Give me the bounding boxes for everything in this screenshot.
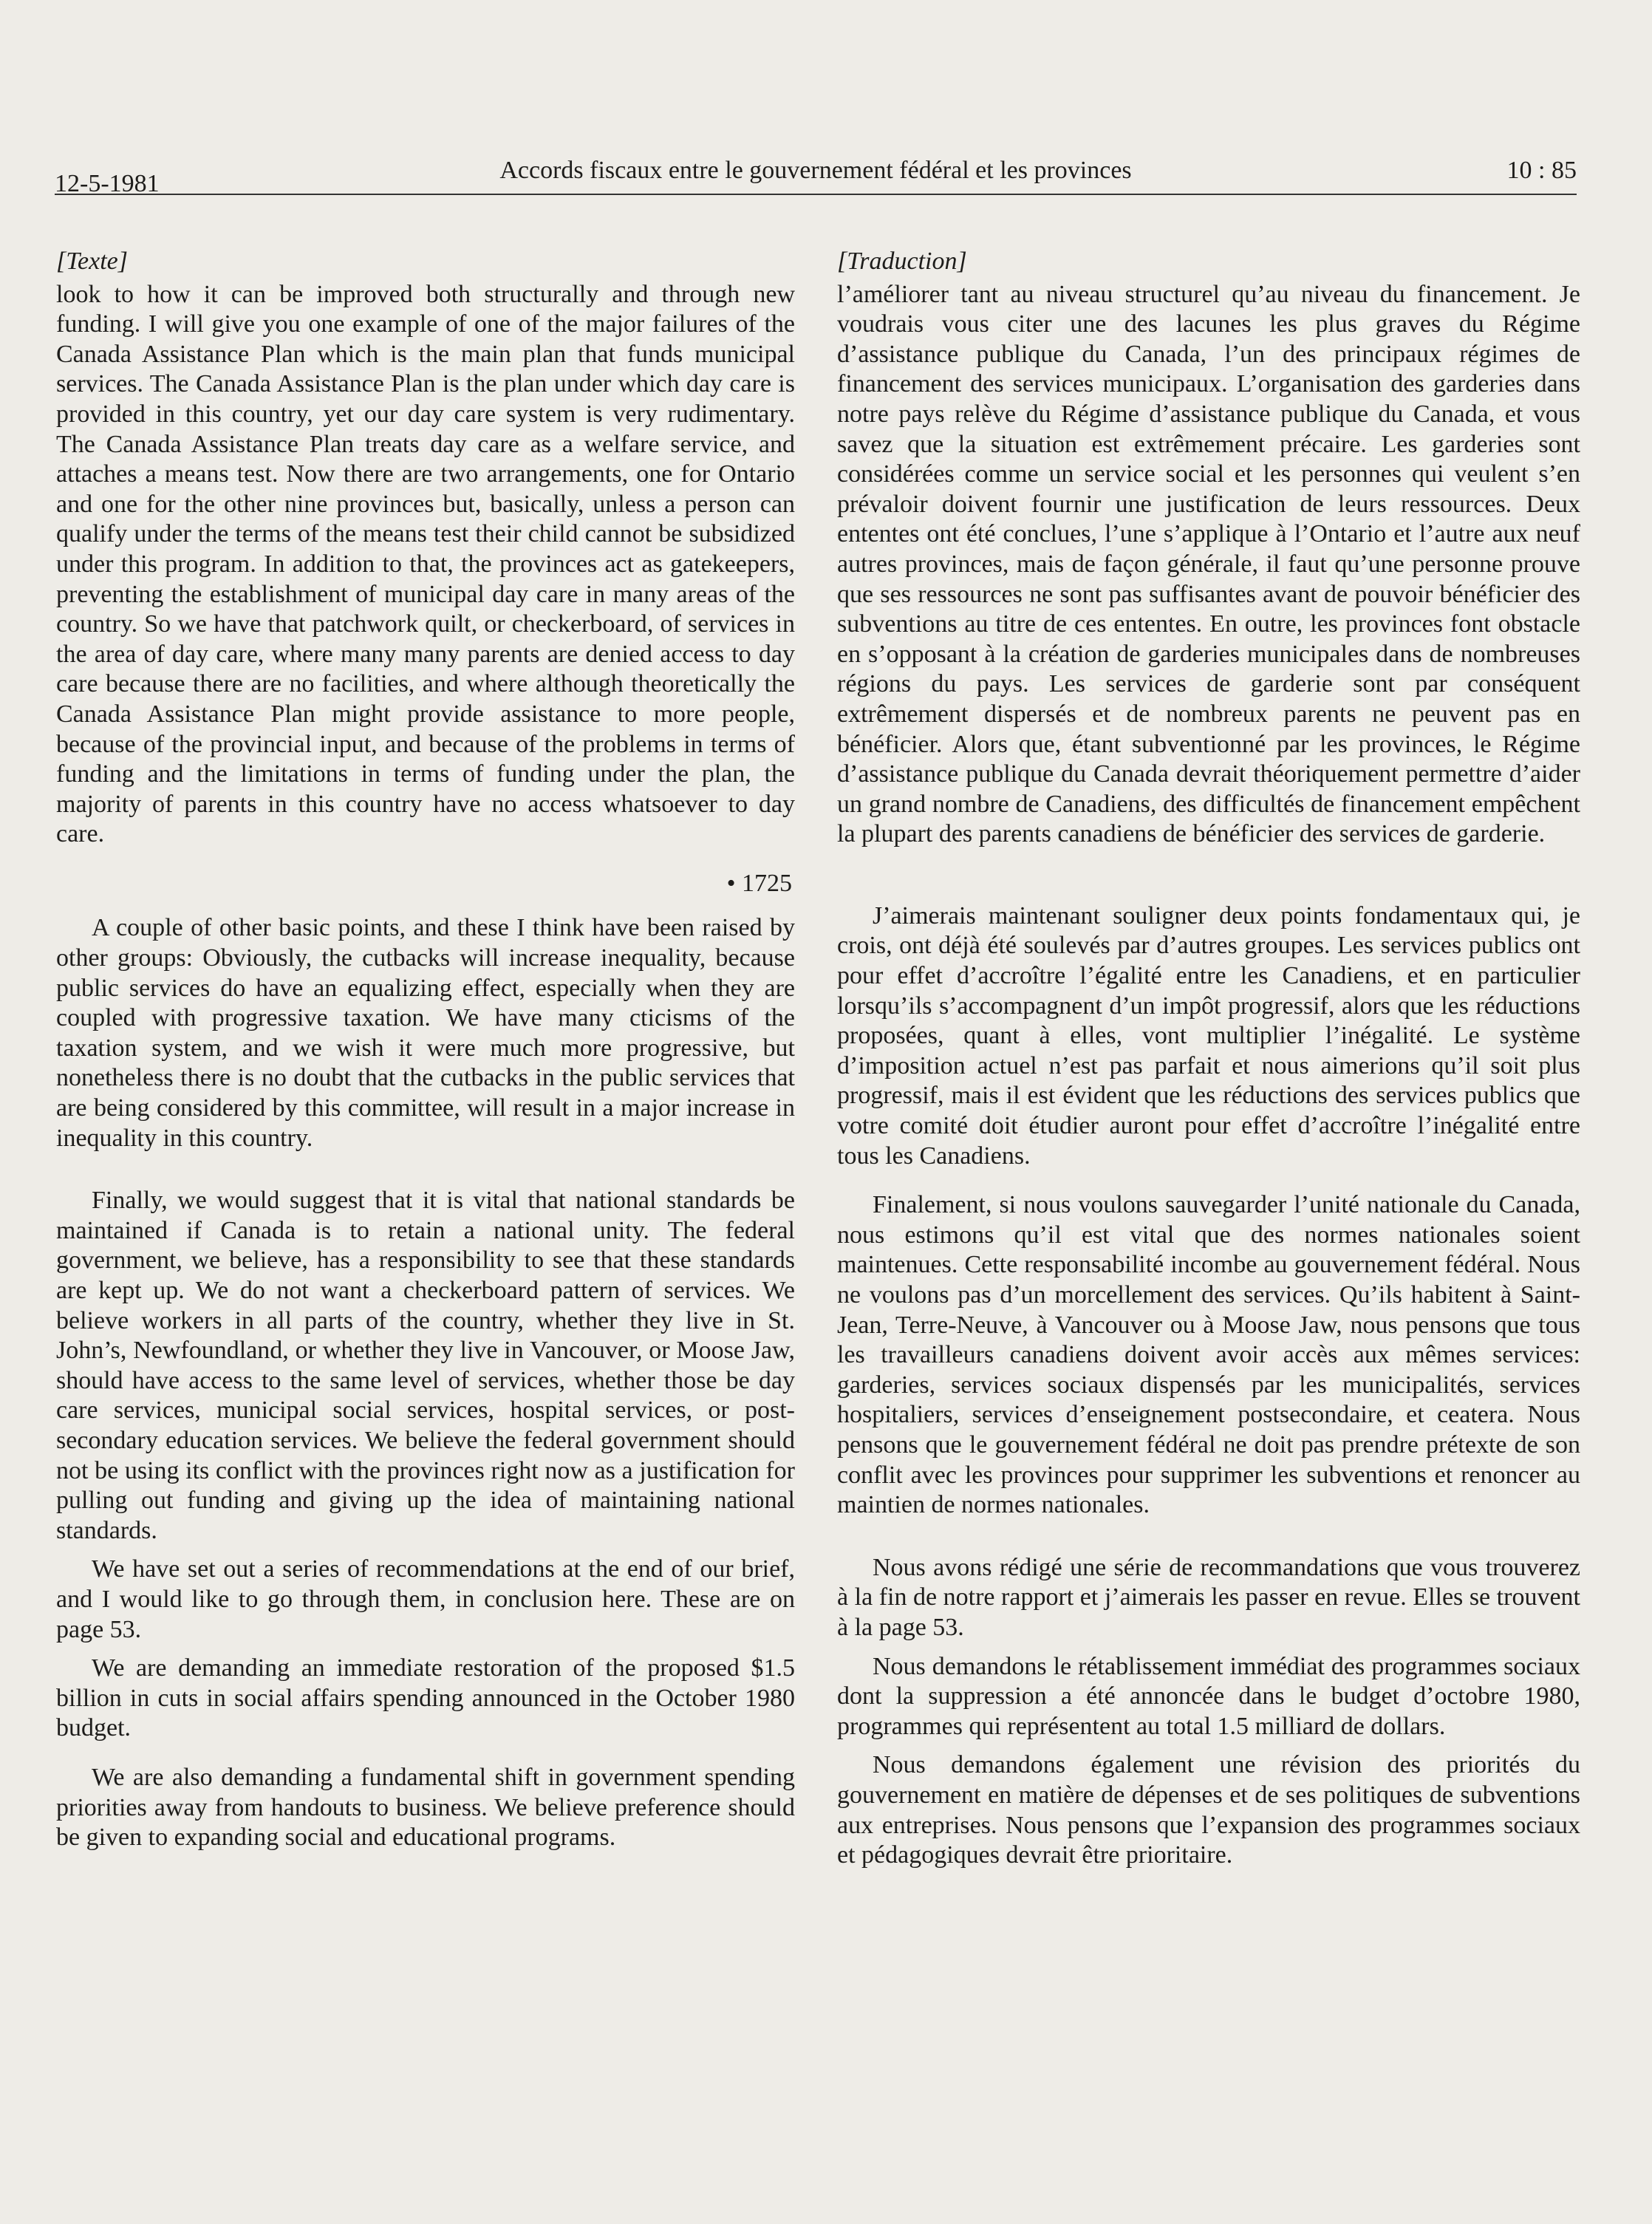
running-header bbox=[55, 157, 1577, 197]
time-marker: • 1725 bbox=[726, 869, 792, 897]
paragraph: We are demanding an immediate restoration of the proposed $1.5 billion in cuts in social affairs spending announced in the October 1980 budget. bbox=[56, 1654, 795, 1742]
column-label-traduction: [Traduction] bbox=[837, 248, 967, 275]
french-column bbox=[837, 247, 1580, 1871]
header-page-number: 10 : 85 bbox=[1506, 157, 1577, 184]
column-label-texte: [Texte] bbox=[56, 248, 128, 275]
paragraph: Nous demandons le rétablissement immédiat des programmes sociaux dont la suppression a été annoncée dans le budget d’octobre 1980, programmes qui représentent au total 1.5 milliard de dollars. bbox=[837, 1652, 1580, 1740]
header-date: 12-5-1981 bbox=[55, 170, 160, 197]
paragraph: Nous avons rédigé une série de recommandations que vous trouverez à la fin de notre rapport et j’aimerais les passer en revue. Elles se trouvent à la page 53. bbox=[837, 1553, 1580, 1641]
paragraph: A couple of other basic points, and these I think have been raised by other groups: Obviously, the cutbacks will increase inequality, because public services do have an equalizing effect, especially when they are coupled with progressive taxation. We have many cticisms of the taxation system, and we wish it were much more progressive, but nonetheless there is no doubt that the cutbacks in the public services that are being considered by this committee, will result in a major increase in inequality in this country. bbox=[56, 914, 795, 1152]
paragraph: look to how it can be improved both structurally and through new funding. I will give you one example of one of the major failures of the Canada Assistance Plan which is the main plan that funds municipal services. The Canada Assistance Plan is the plan under which day care is provided in this country, yet our day care system is very rudimentary. The Canada Assistance Plan treats day care as a welfare service, and attaches a means test. Now there are two arrangements, one for Ontario and one for the other nine provinces but, basically, unless a person can qualify under the terms of the means test their child cannot be subsidized under this program. In addition to that, the provinces act as gatekeepers, preventing the establishment of municipal day care in many areas of the country. So we have that patchwork quilt, or checkerboard, of services in the area of day care, where many many parents are denied access to day care because there are no facilities, and where although theoretically the Canada Assistance Plan might provide assistance to more people, because of the provincial input, and because of the problems in terms of funding and the limitations in terms of funding under the plan, the majority of parents in this country have no access whatsoever to day care. bbox=[56, 280, 795, 848]
paragraph: Finally, we would suggest that it is vital that national standards be maintained if Canada is to retain a national unity. The federal government, we believe, has a responsibility to see that these standards are kept up. We do not want a checkerboard pattern of services. We believe workers in all parts of the country, whether they live in St. John’s, Newfoundland, or whether they live in Vancouver, or Moose Jaw, should have access to the same level of services, whether those be day care services, municipal social services, hospital services, or post-secondary education services. We believe the federal government should not be using its conflict with the provinces right now as a justification for pulling out funding and giving up the idea of maintaining national standards. bbox=[56, 1187, 795, 1544]
paragraph: Finalement, si nous voulons sauvegarder l’unité nationale du Canada, nous estimons qu’il est vital que des normes nationales soient maintenues. Cette responsabilité incombe au gouvernement fédéral. Nous ne voulons pas d’un morcellement des services. Qu’ils habitent à Saint-Jean, Terre-Neuve, à Vancouver ou à Moose Jaw, nous pensons que tous les travailleurs canadiens doivent avoir accès aux mêmes services: garderies, services sociaux dispensés par les municipalités, services hospitaliers, services d’enseignement postsecondaire, et ceatera. Nous pensons que le gouvernement fédéral ne doit pas prendre prétexte de son conflit avec les provinces pour supprimer les subventions et renoncer au maintien de normes nationales. bbox=[837, 1191, 1580, 1519]
paragraph: We are also demanding a fundamental shift in government spending priorities away from handouts to business. We believe preference should be given to expanding social and educational programs. bbox=[56, 1763, 795, 1852]
paragraph: Nous demandons également une révision des priorités du gouvernement en matière de dépenses et de ses politiques de subventions aux entreprises. Nous pensons que l’expansion des programmes sociaux et pédagogiques devrait être prioritaire. bbox=[837, 1751, 1580, 1869]
header-title: Accords fiscaux entre le gouvernement fédéral et les provinces bbox=[499, 157, 1132, 184]
paragraph: l’améliorer tant au niveau structurel qu’au niveau du financement. Je voudrais vous citer une des lacunes les plus graves du Régime d’assistance publique du Canada, l’un des principaux régimes de financement des services municipaux. L’organisation des garderies dans notre pays relève du Régime d’assistance publique du Canada, et vous savez que la situation est extrêmement précaire. Les garderies sont considérées comme un service social et les personnes qui veulent s’en prévaloir doivent fournir une justification de leurs ressources. Deux ententes ont été conclues, l’une s’applique à l’Ontario et l’autre aux neuf autres provinces, mais de façon générale, il faut qu’une personne prouve que ses ressources ne sont pas suffisantes avant de pouvoir bénéficier des subventions au titre de ces ententes. En outre, les provinces font obstacle en s’opposant à la création de garderies municipales dans de nombreuses régions du pays. Les services de garderie sont par conséquent extrêmement dispersés et de nombreux parents ne peuvent pas en bénéficier. Alors que, étant subventionné par les provinces, le Régime d’assistance publique du Canada devrait théoriquement permettre d’aider un grand nombre de Canadiens, des difficultés de financement empêchent la plupart des parents canadiens de bénéficier des services de garderie. bbox=[837, 280, 1580, 848]
header-rule bbox=[55, 194, 1577, 195]
paragraph: J’aimerais maintenant souligner deux points fondamentaux qui, je crois, ont déjà été soulevés par d’autres groupes. Les services publics ont pour effet d’accroître l’égalité entre les Canadiens, et en particulier lorsqu’ils s’accompagnent d’un impôt progressif, alors que les réductions proposées, quant à elles, vont multiplier l’inégalité. Le système d’imposition actuel n’est pas parfait et nous aimerions qu’il soit plus progressif, mais il est évident que les réductions des services publics que votre comité doit étudier auront pour effet d’accroître l’inégalité entre tous les Canadiens. bbox=[837, 901, 1580, 1170]
paragraph: We have set out a series of recommendations at the end of our brief, and I would like to go through them, in conclusion here. These are on page 53. bbox=[56, 1555, 795, 1643]
english-column bbox=[56, 247, 795, 1853]
